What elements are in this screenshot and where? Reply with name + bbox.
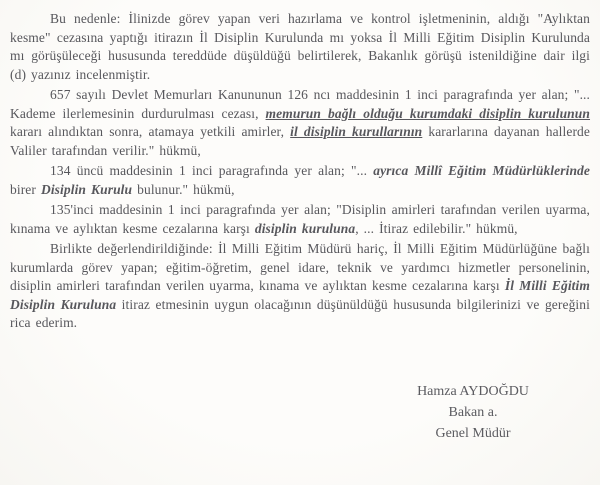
text-segment: Disiplin Kurulu <box>40 181 133 197</box>
letter-body <box>10 10 590 333</box>
text-segment: bulunur." hükmü, <box>132 181 235 197</box>
paragraph-3 <box>10 162 590 199</box>
text-segment: Bu nedenle: İlinizde görev yapan veri hazırlama ve kontrol işletmeninin, aldığı "Aylıktan kesme" cezasına yaptığı itirazın İl Disiplin Kurulunda mı yoksa İl Milli Eğitim Disiplin Kurulunda mı görüşüleceği hususunda tereddüde düşüldüğü belirtilerek, Bakanlık görüşü istenildiğine dair ilgi (d) yazınız incelenmiştir. <box>10 11 590 82</box>
text-segment: 657 sayılı Devlet Memurları Kanununun 126 ncı maddesinin 1 inci paragrafında yer alan; "... Kademe ilerlemesinin durdurulması cezası, <box>10 87 590 121</box>
text-segment: il disiplin kurullarının <box>290 124 423 139</box>
text-segment: 135'inci maddesinin 1 inci paragrafında yer alan; "Disiplin amirleri tarafından verilen uyarma, kınama ve aylıktan kesme cezalarına karşı <box>10 202 590 236</box>
text-segment: Birlikte değerlendirildiğinde: İl Milli Eğitim Müdürü hariç, İl Milli Eğitim Müdürlüğüne bağlı kurumlarda görev yapan; eğitim-öğretim, genel idare, teknik ve yardımcı hizmetler personelinin, disiplin amirleri tarafından verilen uyarma, kınama ve aylıktan kesme cezalarına karşı <box>10 241 590 293</box>
text-segment: , ... İtiraz edilebilir." hükmü, <box>355 220 518 236</box>
paragraph-5 <box>10 240 590 333</box>
signatory-on-behalf: Bakan a. <box>448 404 498 420</box>
text-segment: ayrıca Millî Eğitim Müdürlüklerinde <box>373 163 590 178</box>
text-segment: itiraz etmesinin uygun olacağının düşünüldüğü hususunda bilgilerinizi ve gereğini rica ederim. <box>10 296 590 330</box>
signatory-name: Hamza AYDOĞDU <box>417 383 529 399</box>
text-segment: İl Milli Eğitim Disiplin Kuruluna <box>10 278 590 312</box>
text-segment: 134 üncü maddesinin 1 inci paragrafında yer alan; "... <box>50 163 374 178</box>
paragraph-4 <box>10 201 590 238</box>
paragraph-2 <box>10 86 590 160</box>
paragraph-1 <box>10 10 590 84</box>
text-segment: memurun bağlı olduğu kurumdaki disiplin kurulunun <box>265 105 591 121</box>
text-segment: birer <box>10 181 41 197</box>
text-segment: disiplin kuruluna <box>254 220 356 236</box>
text-segment: kararlarına dayanan hallerde Valiler tarafından verilir." hükmü, <box>10 124 590 158</box>
signature-block <box>373 381 573 444</box>
text-segment: kararı alındıktan sonra, atamaya yetkili amirler, <box>10 124 291 139</box>
signatory-role: Genel Müdür <box>435 425 511 441</box>
